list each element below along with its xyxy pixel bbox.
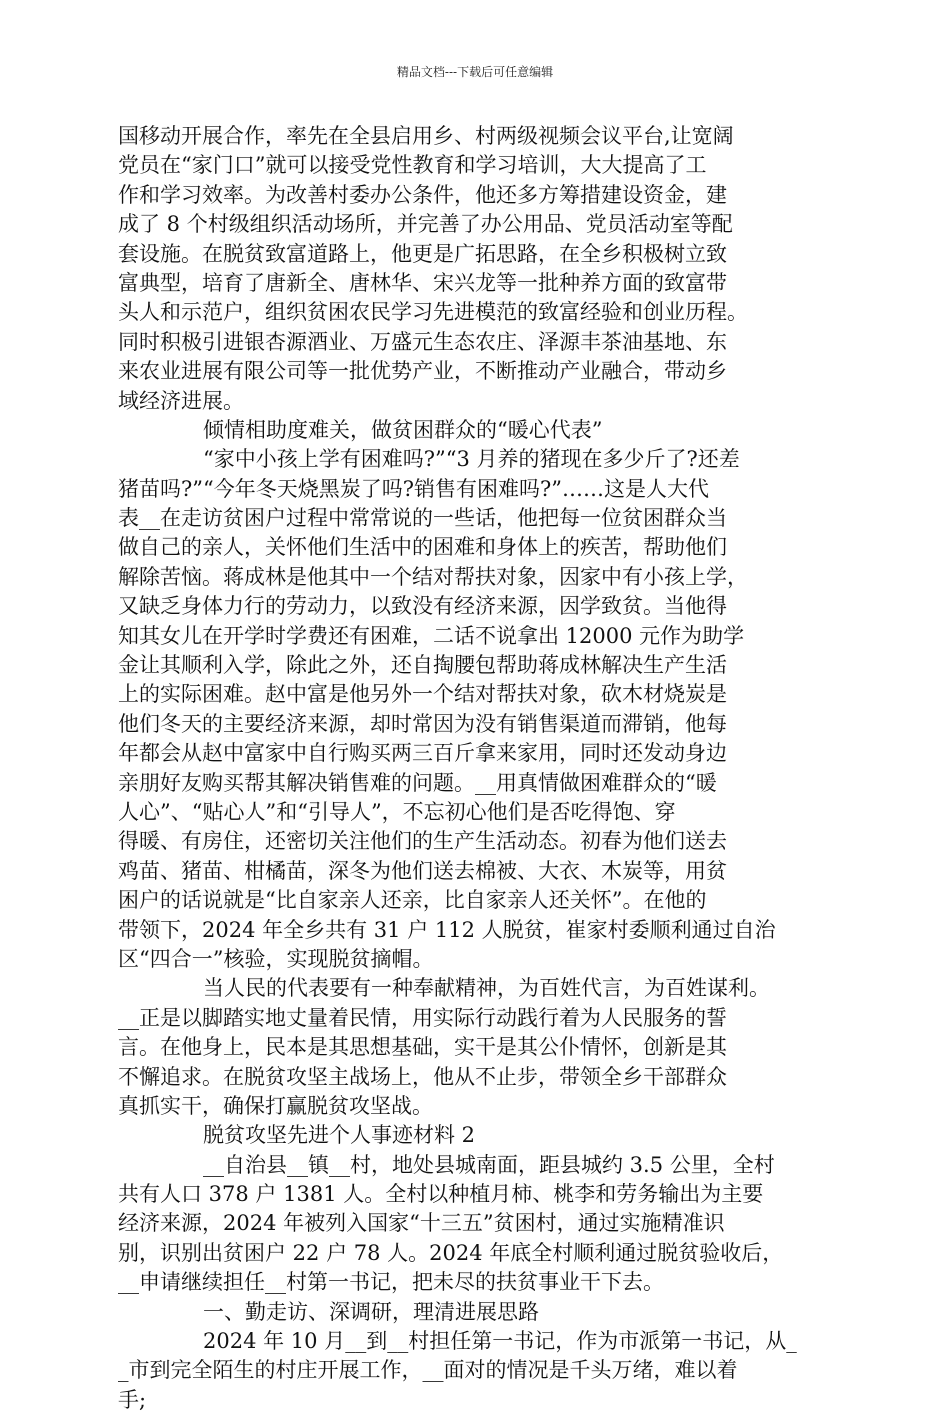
text-line: 域经济进展。	[118, 388, 244, 413]
text-line: 真抓实干，确保打赢脱贫攻坚战。	[118, 1093, 433, 1118]
text-line: 来农业进展有限公司等一批优势产业，不断推动产业融合，带动乡	[118, 359, 727, 384]
text-line: 经济来源，2024 年被列入国家“十三五”贫困村，通过实施精准识	[118, 1211, 725, 1236]
text-line: 他们冬天的主要经济来源，却时常因为没有销售渠道而滞销，他每	[118, 711, 727, 736]
text-line: 国移动开展合作，率先在全县启用乡、村两级视频会议平台,让宽阔	[118, 124, 734, 148]
text-line: 困户的话说就是“比自家亲人还亲，比自家亲人还关怀”。在他的	[118, 888, 707, 913]
document-body	[118, 122, 830, 1415]
text-line: 不懈追求。在脱贫攻坚主战场上，他从不止步，带领全乡干部群众	[118, 1064, 727, 1089]
text-line: 党员在“家门口”就可以接受党性教育和学习培训，大大提高了工	[118, 153, 707, 178]
text-line: 一、勤走访、深调研，理清进展思路	[203, 1299, 539, 1324]
text-line: 套设施。在脱贫致富道路上，他更是广拓思路，在全乡积极树立致	[118, 241, 727, 266]
text-line: 头人和示范户，组织贫困农民学习先进模范的致富经验和创业历程。	[118, 300, 748, 325]
text-line: _市到完全陌生的村庄开展工作，__面对的情况是千头万绪，难以着	[118, 1358, 738, 1383]
text-line: 上的实际困难。赵中富是他另外一个结对帮扶对象，砍木材烧炭是	[118, 682, 727, 707]
text-line: 又缺乏身体力行的劳动力，以致没有经济来源，因学致贫。当他得	[118, 594, 727, 619]
text-line: 2024 年 10 月__到__村担任第一书记，作为市派第一书记，从_	[203, 1329, 797, 1354]
text-line: 人心”、“贴心人”和“引导人”，不忘初心他们是否吃得饱、穿	[118, 799, 676, 824]
text-line: 作和学习效率。为改善村委办公条件，他还多方筹措建设资金，建	[118, 182, 727, 207]
text-line: 解除苦恼。蒋成林是他其中一个结对帮扶对象，因家中有小孩上学，	[118, 564, 748, 589]
text-line: 带领下，2024 年全乡共有 31 户 112 人脱贫，崔家村委顺利通过自治	[118, 917, 776, 942]
text-line: __自治县__镇__村，地处县城南面，距县城约 3.5 公里，全村	[203, 1152, 775, 1177]
text-line: 区“四合一”核验，实现脱贫摘帽。	[118, 946, 434, 971]
text-line: 做自己的亲人，关怀他们生活中的困难和身体上的疾苦，帮助他们	[118, 535, 727, 560]
text-line: 当人民的代表要有一种奉献精神，为百姓代言，为百姓谋利。	[203, 976, 770, 1001]
text-line: __申请继续担任__村第一书记，把未尽的扶贫事业干下去。	[118, 1270, 664, 1295]
text-line: “家中小孩上学有困难吗?”“3 月养的猪现在多少斤了?还差	[203, 447, 740, 472]
text-line: 成了 8 个村级组织活动场所，并完善了办公用品、党员活动室等配	[118, 212, 733, 237]
text-line: 共有人口 378 户 1381 人。全村以种植月柿、桃李和劳务输出为主要	[118, 1182, 764, 1207]
text-line: 得暖、有房住，还密切关注他们的生产生活动态。初春为他们送去	[118, 829, 727, 854]
text-line: 猪苗吗?”“今年冬天烧黑炭了吗?销售有困难吗?”……这是人大代	[118, 476, 709, 501]
text-line: __正是以脚踏实地丈量着民情，用实际行动践行着为人民服务的誓	[118, 1005, 727, 1030]
text-line: 金让其顺利入学，除此之外，还自掏腰包帮助蒋成林解决生产生活	[118, 653, 727, 678]
text-line: 倾情相助度难关，做贫困群众的“暖心代表”	[203, 417, 603, 442]
text-line: 鸡苗、猪苗、柑橘苗，深冬为他们送去棉被、大衣、木炭等，用贫	[118, 858, 727, 883]
text-line: 年都会从赵中富家中自行购买两三百斤拿来家用，同时还发动身边	[118, 741, 727, 766]
text-line: 同时积极引进银杏源酒业、万盛元生态农庄、泽源丰茶油基地、东	[118, 329, 727, 354]
text-line: 手;	[118, 1387, 147, 1412]
text-line: 脱贫攻坚先进个人事迹材料 2	[203, 1123, 476, 1148]
text-line: 富典型，培育了唐新全、唐林华、宋兴龙等一批种养方面的致富带	[118, 270, 727, 295]
text-line: 亲朋好友购买帮其解决销售难的问题。__用真情做困难群众的“暖	[118, 770, 717, 795]
page-header: 精品文档---下载后可任意编辑	[396, 65, 554, 79]
text-line: 知其女儿在开学时学费还有困难，二话不说拿出 12000 元作为助学	[118, 623, 745, 648]
text-line: 言。在他身上，民本是其思想基础，实干是其公仆情怀，创新是其	[118, 1035, 727, 1060]
text-line: 别，识别出贫困户 22 户 78 人。2024 年底全村顺利通过脱贫验收后，	[118, 1240, 784, 1265]
text-line: 表__在走访贫困户过程中常常说的一些话，他把每一位贫困群众当	[118, 506, 727, 531]
